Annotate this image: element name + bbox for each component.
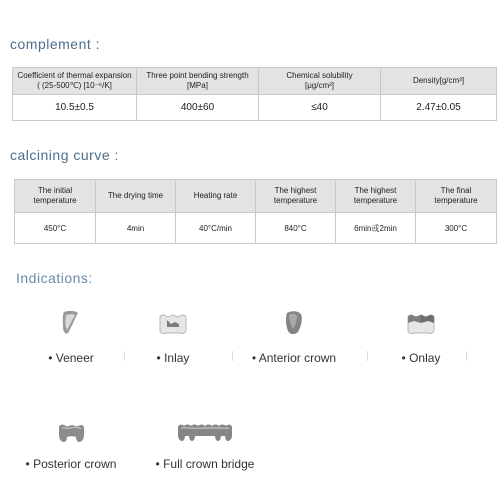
separator (466, 351, 467, 361)
header-initial-temperature (15, 180, 96, 213)
complement-header-row (13, 68, 497, 95)
calcining-title: calcining curve : (10, 147, 119, 163)
indication-label: • Posterior crown (25, 457, 117, 471)
header-line: The highest (274, 186, 317, 195)
header-final-temperature (416, 180, 497, 213)
header-bending-strength (137, 68, 259, 95)
indication-label: • Full crown bridge (155, 457, 255, 471)
header-heating-rate (176, 180, 256, 213)
indication-label: • Inlay (156, 351, 190, 365)
header-line: [MPa] (187, 81, 208, 90)
header-chemical-solubility (259, 68, 381, 95)
header-line: Chemical solubility (286, 71, 353, 80)
header-highest-temperature-hold (336, 180, 416, 213)
calcining-header-row (15, 180, 497, 213)
indication-onlay (386, 308, 456, 365)
value-final-temperature: 300°C (416, 213, 497, 244)
complement-value-row (13, 95, 497, 121)
indication-inlay (138, 308, 208, 365)
inlay-icon (156, 308, 190, 338)
veneer-icon (56, 308, 86, 338)
header-line: Density[g/cm³] (412, 76, 465, 85)
header-line: Three point bending strength (146, 71, 249, 80)
indication-veneer (36, 308, 106, 365)
header-line: temperature (33, 196, 77, 205)
complement-title: complement : (10, 36, 101, 52)
value-hold-time: 6min或2min (336, 213, 416, 244)
value-heating-rate: 40°C/min (176, 213, 256, 244)
complement-table (12, 67, 497, 121)
header-line: ( (25-500℃) [10⁻⁶/K] (37, 81, 112, 90)
value-initial-temperature: 450°C (15, 213, 96, 244)
separator (124, 351, 125, 361)
header-line: Heating rate (193, 191, 238, 200)
indication-label: • Anterior crown (251, 351, 337, 365)
separator (367, 351, 368, 361)
calcining-table (14, 179, 497, 244)
indication-posterior-crown (16, 418, 126, 471)
calcining-value-row (15, 213, 497, 244)
value-density: 2.47±0.05 (381, 95, 497, 121)
header-drying-time (96, 180, 176, 213)
indication-anterior-crown (246, 308, 342, 365)
indications-title: Indications: (16, 270, 93, 286)
value-bending-strength: 400±60 (137, 95, 259, 121)
header-line: The highest (354, 186, 397, 195)
indication-label: • Veneer (48, 351, 94, 365)
header-thermal-expansion (13, 68, 137, 95)
value-thermal-expansion: 10.5±0.5 (13, 95, 137, 121)
onlay-icon (404, 308, 438, 338)
header-highest-temperature (256, 180, 336, 213)
header-line: The drying time (107, 191, 164, 200)
header-density (381, 68, 497, 95)
value-highest-temperature: 840°C (256, 213, 336, 244)
anterior-crown-icon (279, 308, 309, 338)
value-drying-time: 4min (96, 213, 176, 244)
header-line: [μg/cm²] (304, 81, 335, 90)
separator (232, 351, 233, 361)
value-chemical-solubility: ≤40 (259, 95, 381, 121)
indication-full-crown-bridge (150, 418, 260, 471)
header-line: temperature (273, 196, 318, 205)
header-line: The initial (37, 186, 73, 195)
header-line: temperature (434, 196, 478, 205)
indication-label: • Onlay (401, 351, 441, 365)
full-crown-bridge-icon (175, 418, 235, 448)
header-line: The final (440, 186, 472, 195)
posterior-crown-icon (54, 418, 88, 448)
header-line: Coefficient of thermal expansion (17, 71, 132, 80)
header-line: temperature (353, 196, 398, 205)
